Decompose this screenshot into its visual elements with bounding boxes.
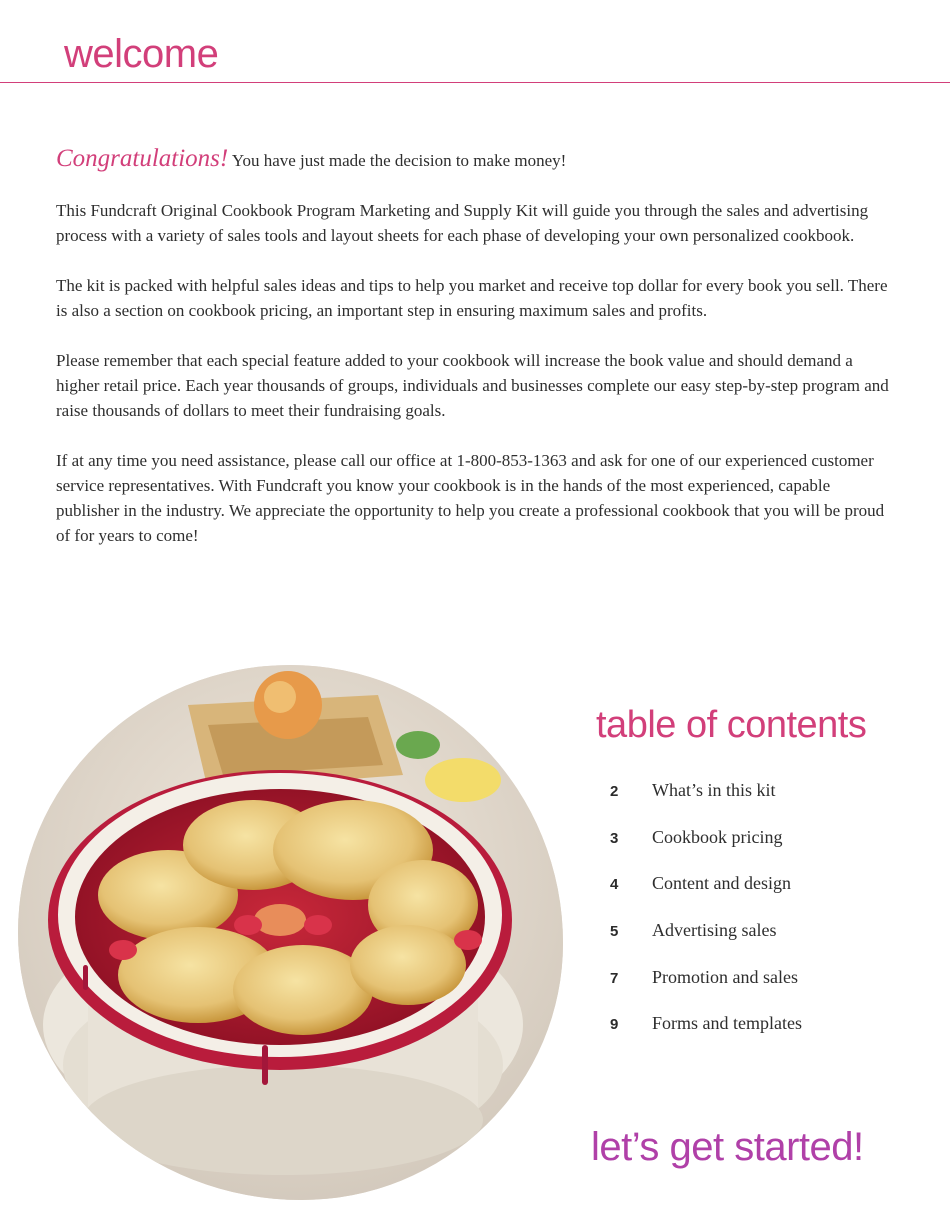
page-title: welcome — [64, 32, 219, 76]
toc-label: What’s in this kit — [652, 780, 776, 800]
congrats-heading: Congratulations! — [56, 145, 229, 172]
intro-paragraph-tips: The kit is packed with helpful sales ideas and tips to help you market and receive top dollar for every book you sell. There is also a section on cookbook pricing, an important step in ensuring maximum sales and profits. — [56, 276, 888, 320]
toc-title: table of contents — [596, 704, 867, 746]
toc-label: Promotion and sales — [652, 966, 798, 987]
toc-page-number: 4 — [610, 876, 619, 894]
toc-list — [604, 780, 924, 1060]
intro-congrats-paragraph — [56, 146, 896, 173]
congrats-text: You have just made the decision to make money! — [228, 151, 567, 170]
intro-section — [56, 146, 896, 573]
toc-page-number: 9 — [610, 1016, 619, 1034]
toc-item[interactable] — [604, 1013, 924, 1060]
toc-page-number: 2 — [610, 783, 619, 800]
cobbler-photo — [18, 665, 563, 1200]
toc-item[interactable] — [604, 967, 924, 1014]
intro-paragraph-pricing: Please remember that each special feature added to your cookbook will increase the book value and should demand a higher retail price. Each year thousands of groups, individuals and businesses complete our easy step-by-step program and raise thousands of dollars to meet their fundraising goals. — [56, 351, 889, 420]
toc-page-number: 5 — [610, 923, 619, 941]
intro-paragraph-assistance: If at any time you need assistance, please call our office at 1-800-853-1363 and ask for one of our experienced customer service representatives. With Fundcraft you know your cookbook is in the hands of the most experienced, capable publisher in the industry. We appreciate the opportunity to help you create a professional cookbook that you will be proud of for years to come! — [56, 451, 885, 545]
toc-label: Content and design — [652, 873, 791, 894]
intro-paragraph-kit: This Fundcraft Original Cookbook Program Marketing and Supply Kit will guide you through the sales and advertising process with a variety of sales tools and layout sheets for each phase of developing your own personalized cookbook. — [56, 201, 869, 245]
header-divider — [0, 82, 950, 83]
closing-tagline: let’s get started! — [591, 1125, 864, 1169]
toc-item[interactable] — [604, 920, 924, 967]
toc-page-number: 3 — [610, 829, 619, 847]
toc-label: Forms and templates — [652, 1013, 802, 1034]
toc-item[interactable] — [604, 827, 924, 874]
toc-item[interactable] — [604, 873, 924, 920]
toc-page-number: 7 — [610, 969, 619, 987]
toc-label: Advertising sales — [652, 920, 777, 941]
toc-item[interactable] — [604, 780, 924, 827]
toc-label: Cookbook pricing — [652, 826, 783, 847]
